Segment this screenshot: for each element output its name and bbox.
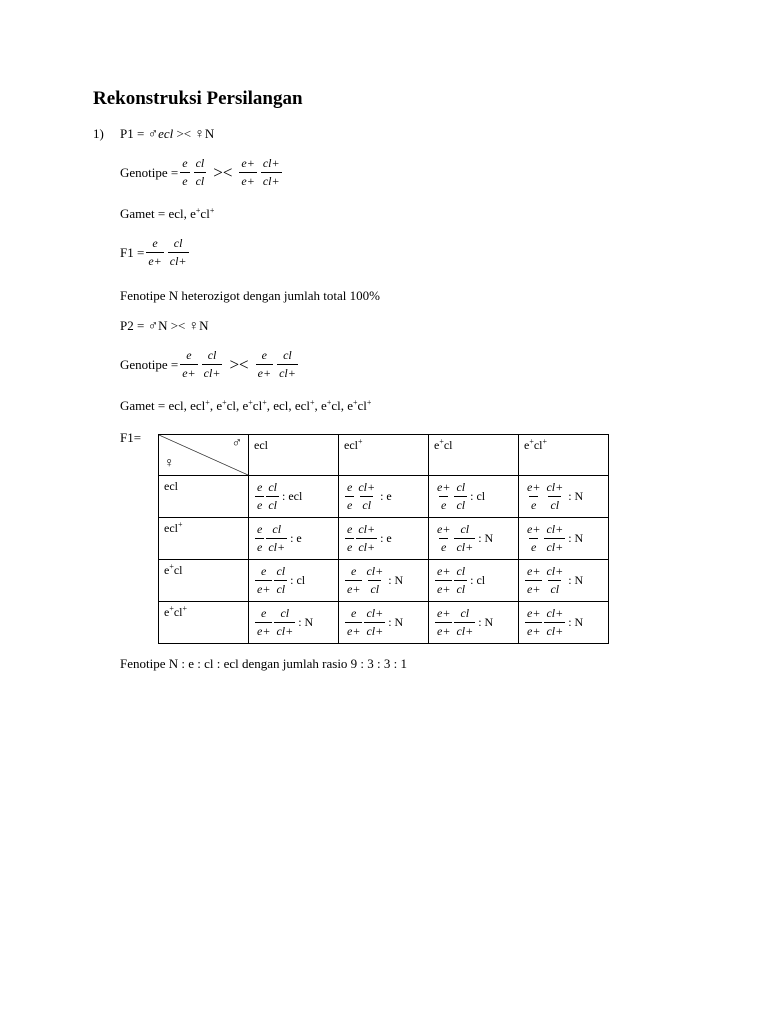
phenotype-label: : cl [470,573,486,587]
p2-label: P2 = [120,318,145,333]
punnett-square [158,434,609,644]
genotype-fraction: $\frac{cl+}{cl+}$ [366,606,384,638]
p2-female-value: N [199,318,209,333]
genotype-fraction: $\frac{cl}{cl+}$ [203,348,221,380]
genotype-fraction: $\frac{cl}{cl}$ [195,156,205,188]
table-cell [339,560,429,602]
genotype-fraction: $\frac{cl}{cl+}$ [456,606,474,638]
genotype-fraction: $\frac{e+}{e}$ [527,522,541,554]
phenotype-label: : N [388,573,404,587]
genotipe-label: Genotipe = [120,356,179,372]
column-header: ecl [249,435,339,476]
table-cell [519,602,609,644]
genotype-fraction: $\frac{cl}{cl}$ [276,564,286,596]
genotipe-1-line [120,156,284,189]
phenotype-label: : N [388,615,404,629]
table-cell [249,476,339,518]
fenotipe-1-text: Fenotipe N heterozigot dengan jumlah total 100% [120,288,380,303]
genotype-fraction: $\frac{e+}{e}$ [437,480,451,512]
p1-line [120,126,214,143]
genotype-fraction: $\frac{cl+}{cl+}$ [358,522,376,554]
phenotype-label: : N [568,573,584,587]
row-header: ecl [159,476,249,518]
genotype-fraction: $\frac{cl}{cl+}$ [456,522,474,554]
genotype-fraction: $\frac{e}{e}$ [347,480,353,512]
genotype-fraction: $\frac{e+}{e+}$ [527,606,541,638]
male-symbol-icon: ♂ [147,319,159,334]
table-row [159,518,609,560]
table-header-row [159,435,609,476]
genotype-fraction: $\frac{cl}{cl+}$ [268,522,286,554]
genotipe-2-line [120,348,300,381]
male-symbol-icon: ♂ [231,436,242,451]
genotype-fraction: $\frac{cl+}{cl+}$ [546,606,564,638]
table-cell [339,602,429,644]
table-cell [339,518,429,560]
table-cell [429,602,519,644]
genotype-fraction: $\frac{e+}{e+}$ [437,564,451,596]
phenotype-label: : e [290,531,302,545]
genotype-fraction: $\frac{e}{e+}$ [148,236,162,268]
phenotype-label: : ecl [282,489,303,503]
table-cell [429,518,519,560]
genotype-fraction: $\frac{e+}{e+}$ [437,606,451,638]
column-header: ecl+ [339,435,429,476]
table-cell [519,518,609,560]
phenotype-label: : e [380,489,392,503]
table-cell [429,560,519,602]
genotype-fraction: $\frac{cl}{cl+}$ [279,348,296,380]
phenotype-label: : cl [470,489,486,503]
genotype-fraction: $\frac{e+}{e}$ [527,480,541,512]
genotype-fraction: $\frac{e}{e}$ [257,480,263,512]
column-header: e+cl [429,435,519,476]
genotype-fraction: $\frac{e}{e+}$ [347,564,361,596]
p2-male-value: N [158,318,168,333]
table-cell [249,560,339,602]
f1-line [120,236,191,269]
corner-cell [159,435,249,476]
table-cell [339,476,429,518]
phenotype-label: : e [380,531,392,545]
genotype-fraction: $\frac{cl}{cl+}$ [276,606,294,638]
male-symbol-icon: ♂ [147,127,159,142]
genotype-fraction: $\frac{e}{e}$ [347,522,353,554]
genotype-fraction: $\frac{e+}{e+}$ [241,156,255,188]
female-symbol-icon: ♀ [164,456,175,471]
genotype-fraction: $\frac{cl+}{cl}$ [546,564,564,596]
genotype-fraction: $\frac{e+}{e+}$ [527,564,541,596]
phenotype-label: : cl [290,573,306,587]
phenotype-label: : N [478,531,494,545]
cross-symbol: >< [229,354,249,374]
cross-symbol: >< [170,318,186,333]
genotype-fraction: $\frac{cl+}{cl}$ [546,480,564,512]
genotype-fraction: $\frac{e}{e}$ [257,522,263,554]
genotype-fraction: $\frac{e}{e+}$ [347,606,361,638]
genotype-fraction: $\frac{cl}{cl}$ [456,564,466,596]
table-cell [519,476,609,518]
female-symbol-icon: ♀ [194,127,205,142]
f1-label: F1 = [120,244,145,260]
cross-symbol: >< [176,126,192,141]
p1-male-value: ecl [158,126,174,141]
genotipe-label: Genotipe = [120,164,179,180]
cross-symbol: >< [213,162,233,182]
p1-female-value: N [204,126,215,141]
genotype-fraction: $\frac{cl}{cl}$ [456,480,466,512]
p1-label: P1 = [120,126,145,141]
phenotype-label: : N [298,615,314,629]
phenotype-label: : N [478,615,494,629]
genotype-fraction: $\frac{e}{e}$ [182,156,188,188]
phenotype-label: : N [568,489,584,503]
gamet-2-line: Gamet = ecl, ecl+, e+cl, e+cl+, ecl, ecl+, e+cl, e+cl+ [120,398,372,413]
table-cell [429,476,519,518]
table-row [159,560,609,602]
genotype-fraction: $\frac{e}{e+}$ [257,348,272,380]
row-header: e+cl+ [159,602,249,644]
phenotype-label: : N [568,531,584,545]
female-symbol-icon: ♀ [188,319,200,334]
genotype-fraction: $\frac{cl}{cl}$ [268,480,277,512]
table-cell [249,518,339,560]
conclusion-text: Fenotipe N : e : cl : ecl dengan jumlah rasio 9 : 3 : 3 : 1 [120,656,408,671]
f1-table-label: F1= [120,430,142,445]
phenotype-label: : N [568,615,584,629]
p2-line [120,318,209,335]
genotype-fraction: $\frac{cl+}{cl}$ [366,564,384,596]
genotype-fraction: $\frac{e+}{e}$ [437,522,451,554]
column-header: e+cl+ [519,435,609,476]
genotype-fraction: $\frac{cl+}{cl+}$ [546,522,564,554]
item-number: 1) [93,126,104,141]
gamet-1-line: Gamet = ecl, e+cl+ [120,206,215,221]
genotype-fraction: $\frac{cl+}{cl}$ [358,480,376,512]
page-title: Rekonstruksi Persilangan [93,88,303,109]
table-row [159,602,609,644]
genotype-fraction: $\frac{cl}{cl+}$ [169,236,187,268]
table-cell [519,560,609,602]
row-header: ecl+ [159,518,249,560]
genotype-fraction: $\frac{e}{e+}$ [257,564,271,596]
genotype-fraction: $\frac{e}{e+}$ [257,606,271,638]
genotype-fraction: $\frac{cl+}{cl+}$ [262,156,280,188]
table-cell [249,602,339,644]
row-header: e+cl [159,560,249,602]
table-row [159,476,609,518]
genotype-fraction: $\frac{e}{e+}$ [182,348,196,380]
